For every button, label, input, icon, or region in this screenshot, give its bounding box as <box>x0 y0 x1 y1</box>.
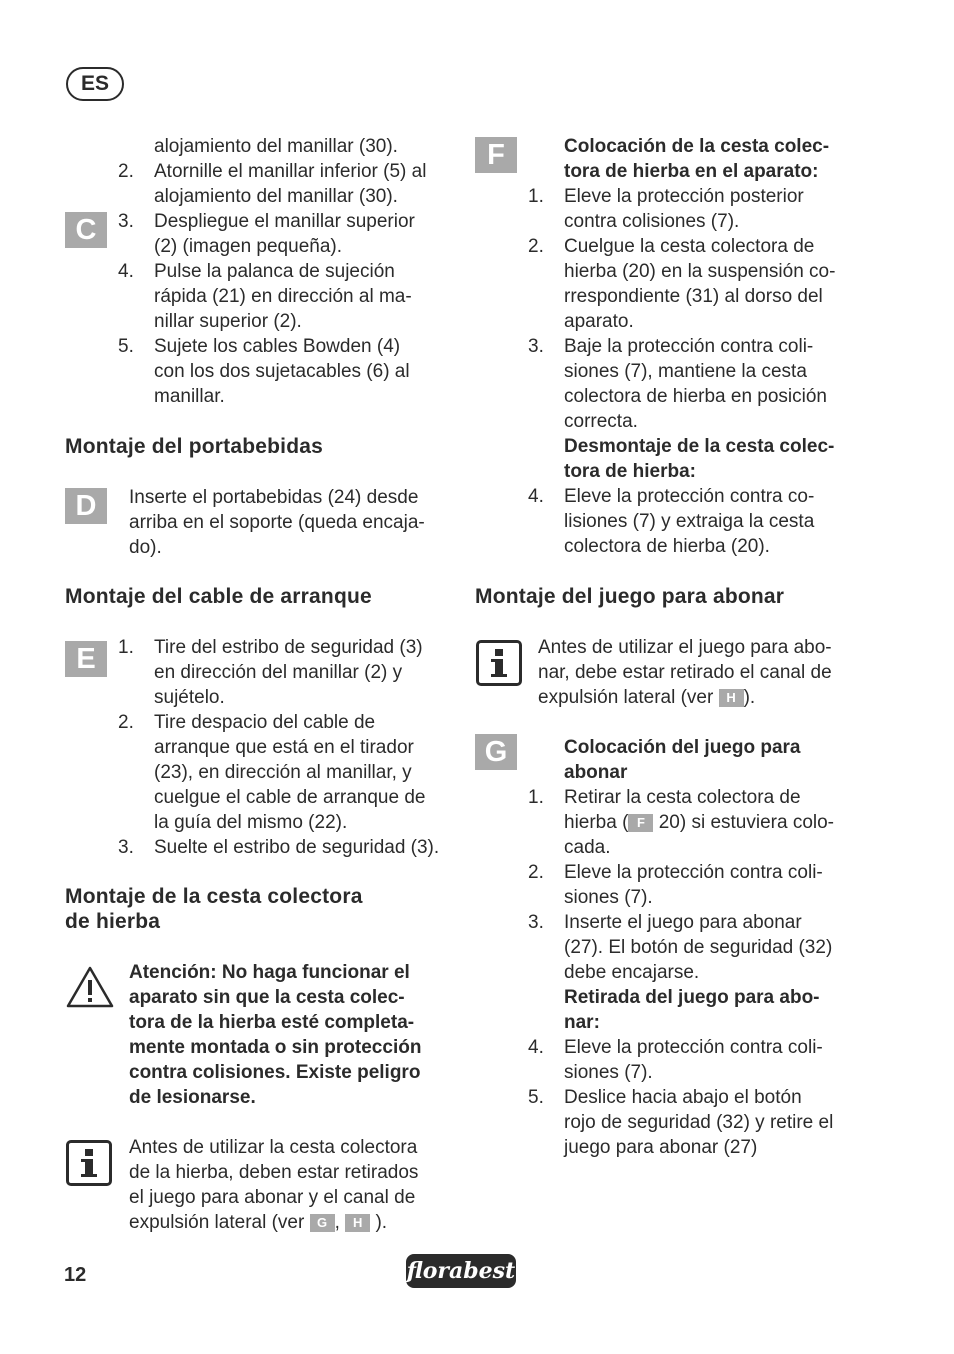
step-text: Tire del estribo de seguridad (3) <box>154 637 423 658</box>
step-number: 1. <box>118 637 134 658</box>
step-number: 4. <box>528 486 544 507</box>
figure-ref-h: H <box>719 689 744 707</box>
info-text-close: ). <box>375 1212 388 1233</box>
heading-cable: Montaje del cable de arranque <box>65 585 372 608</box>
step-text-prefix: hierba ( <box>564 812 629 833</box>
brand-logo: florabest <box>406 1254 516 1288</box>
step-text: manillar. <box>154 386 225 407</box>
step-number: 3. <box>118 211 134 232</box>
portabebidas-text: do). <box>129 537 162 558</box>
step-text: nillar superior (2). <box>154 311 302 332</box>
step-number: 5. <box>118 336 134 357</box>
step-text: Deslice hacia abajo el botón <box>564 1087 802 1108</box>
f-title-line-2: tora de hierba en el aparato: <box>564 161 819 182</box>
info-icon <box>476 640 522 686</box>
step-text: Pulse la palanca de sujeción <box>154 261 395 282</box>
heading-cesta-line-1: Montaje de la cesta colectora <box>65 885 363 908</box>
step-number: 4. <box>118 261 134 282</box>
continued-line: alojamiento del manillar (30). <box>154 136 398 157</box>
step-text: Eleve la protección contra coli- <box>564 862 823 883</box>
portabebidas-text: Inserte el portabebidas (24) desde <box>129 487 419 508</box>
figure-label-d: D <box>65 488 107 524</box>
f-remove-title: Desmontaje de la cesta colec- <box>564 436 835 457</box>
warning-line: de lesionarse. <box>129 1087 256 1108</box>
info-line: Antes de utilizar el juego para abo- <box>538 637 832 658</box>
step-text: colectora de hierba en posición <box>564 386 828 407</box>
step-text: correcta. <box>564 411 638 432</box>
step-text: debe encajarse. <box>564 962 700 983</box>
f-title-line-1: Colocación de la cesta colec- <box>564 136 830 157</box>
step-text-suffix: 20) si estuviera colo- <box>653 812 834 833</box>
g-remove-title: Retirada del juego para abo- <box>564 987 820 1008</box>
separator: , <box>334 1212 340 1233</box>
figure-label-f: F <box>475 137 517 173</box>
f-remove-title: tora de hierba: <box>564 461 696 482</box>
warning-line: tora de la hierba esté completa- <box>129 1012 415 1033</box>
step-number: 3. <box>528 336 544 357</box>
warning-triangle-icon <box>66 965 114 1009</box>
step-text: la guía del mismo (22). <box>154 812 348 833</box>
info-icon <box>66 1140 112 1186</box>
step-text: arranque que está en el tirador <box>154 737 414 758</box>
step-text: siones (7), mantiene la cesta <box>564 361 807 382</box>
info-line: el juego para abonar y el canal de <box>129 1187 416 1208</box>
info-line-last <box>129 1210 387 1235</box>
step-number: 3. <box>118 837 134 858</box>
info-line: Antes de utilizar la cesta colectora <box>129 1137 418 1158</box>
step-text: juego para abonar (27) <box>564 1137 758 1158</box>
step-text: Tire despacio del cable de <box>154 712 376 733</box>
step-text: aparato. <box>564 311 634 332</box>
g-remove-title: nar: <box>564 1012 600 1033</box>
info-text-prefix: expulsión lateral (ver <box>538 687 714 708</box>
step-text: rojo de seguridad (32) y retire el <box>564 1112 834 1133</box>
warning-line: aparato sin que la cesta colec- <box>129 987 405 1008</box>
step-text: (23), en dirección al manillar, y <box>154 762 412 783</box>
step-number: 2. <box>118 712 134 733</box>
g-title-line-2: abonar <box>564 762 628 783</box>
heading-cesta-line-2: de hierba <box>65 910 161 933</box>
step-text: Atornille el manillar inferior (5) al <box>154 161 427 182</box>
warning-line: contra colisiones. Existe peligro <box>129 1062 421 1083</box>
step-text: (2) (imagen pequeña). <box>154 236 342 257</box>
step-number: 4. <box>528 1037 544 1058</box>
step-text: rápida (21) en dirección al ma- <box>154 286 412 307</box>
step-text: Eleve la protección posterior <box>564 186 804 207</box>
step-text: Baje la protección contra coli- <box>564 336 814 357</box>
step-text: en dirección del manillar (2) y <box>154 662 403 683</box>
heading-portabebidas: Montaje del portabebidas <box>65 435 323 458</box>
page-number: 12 <box>64 1264 87 1286</box>
step-text: colectora de hierba (20). <box>564 536 770 557</box>
figure-ref-g: G <box>310 1214 335 1232</box>
step-number: 1. <box>528 186 544 207</box>
step-number: 1. <box>528 787 544 808</box>
step-text-with-ref <box>564 810 834 835</box>
step-text: cuelgue el cable de arranque de <box>154 787 426 808</box>
figure-label-g: G <box>475 734 517 770</box>
step-text: lisiones (7) y extraiga la cesta <box>564 511 815 532</box>
step-text: Suelte el estribo de seguridad (3). <box>154 837 440 858</box>
step-text: Inserte el juego para abonar <box>564 912 802 933</box>
g-title-line-1: Colocación del juego para <box>564 737 801 758</box>
language-badge: ES <box>66 67 124 101</box>
step-text: sujételo. <box>154 687 225 708</box>
step-text: siones (7). <box>564 887 653 908</box>
figure-ref-h: H <box>345 1214 370 1232</box>
step-number: 5. <box>528 1087 544 1108</box>
step-text: contra colisiones (7). <box>564 211 740 232</box>
warning-line: mente montada o sin protección <box>129 1037 422 1058</box>
step-text: Sujete los cables Bowden (4) <box>154 336 401 357</box>
figure-label-e: E <box>65 641 107 677</box>
step-number: 2. <box>118 161 134 182</box>
info-text-prefix: expulsión lateral (ver <box>129 1212 305 1233</box>
step-text: Eleve la protección contra coli- <box>564 1037 823 1058</box>
info-line-last <box>538 685 755 710</box>
portabebidas-text: arriba en el soporte (queda encaja- <box>129 512 425 533</box>
step-text: Despliegue el manillar superior <box>154 211 415 232</box>
step-text: hierba (20) en la suspensión co- <box>564 261 836 282</box>
step-text: Eleve la protección contra co- <box>564 486 815 507</box>
step-text: alojamiento del manillar (30). <box>154 186 398 207</box>
info-line: nar, debe estar retirado el canal de <box>538 662 832 683</box>
warning-line: Atención: No haga funcionar el <box>129 962 410 983</box>
heading-abonar: Montaje del juego para abonar <box>475 585 785 608</box>
figure-label-c: C <box>65 212 107 248</box>
step-number: 2. <box>528 862 544 883</box>
step-text: Retirar la cesta colectora de <box>564 787 801 808</box>
step-text: Cuelgue la cesta colectora de <box>564 236 815 257</box>
step-text: con los dos sujetacables (6) al <box>154 361 410 382</box>
step-text: rrespondiente (31) al dorso del <box>564 286 823 307</box>
info-line: de la hierba, deben estar retirados <box>129 1162 419 1183</box>
step-number: 2. <box>528 236 544 257</box>
figure-ref-f: F <box>628 814 653 832</box>
step-text: (27). El botón de seguridad (32) <box>564 937 833 958</box>
step-number: 3. <box>528 912 544 933</box>
info-text-close: ). <box>743 687 756 708</box>
step-text: siones (7). <box>564 1062 653 1083</box>
step-text: cada. <box>564 837 611 858</box>
